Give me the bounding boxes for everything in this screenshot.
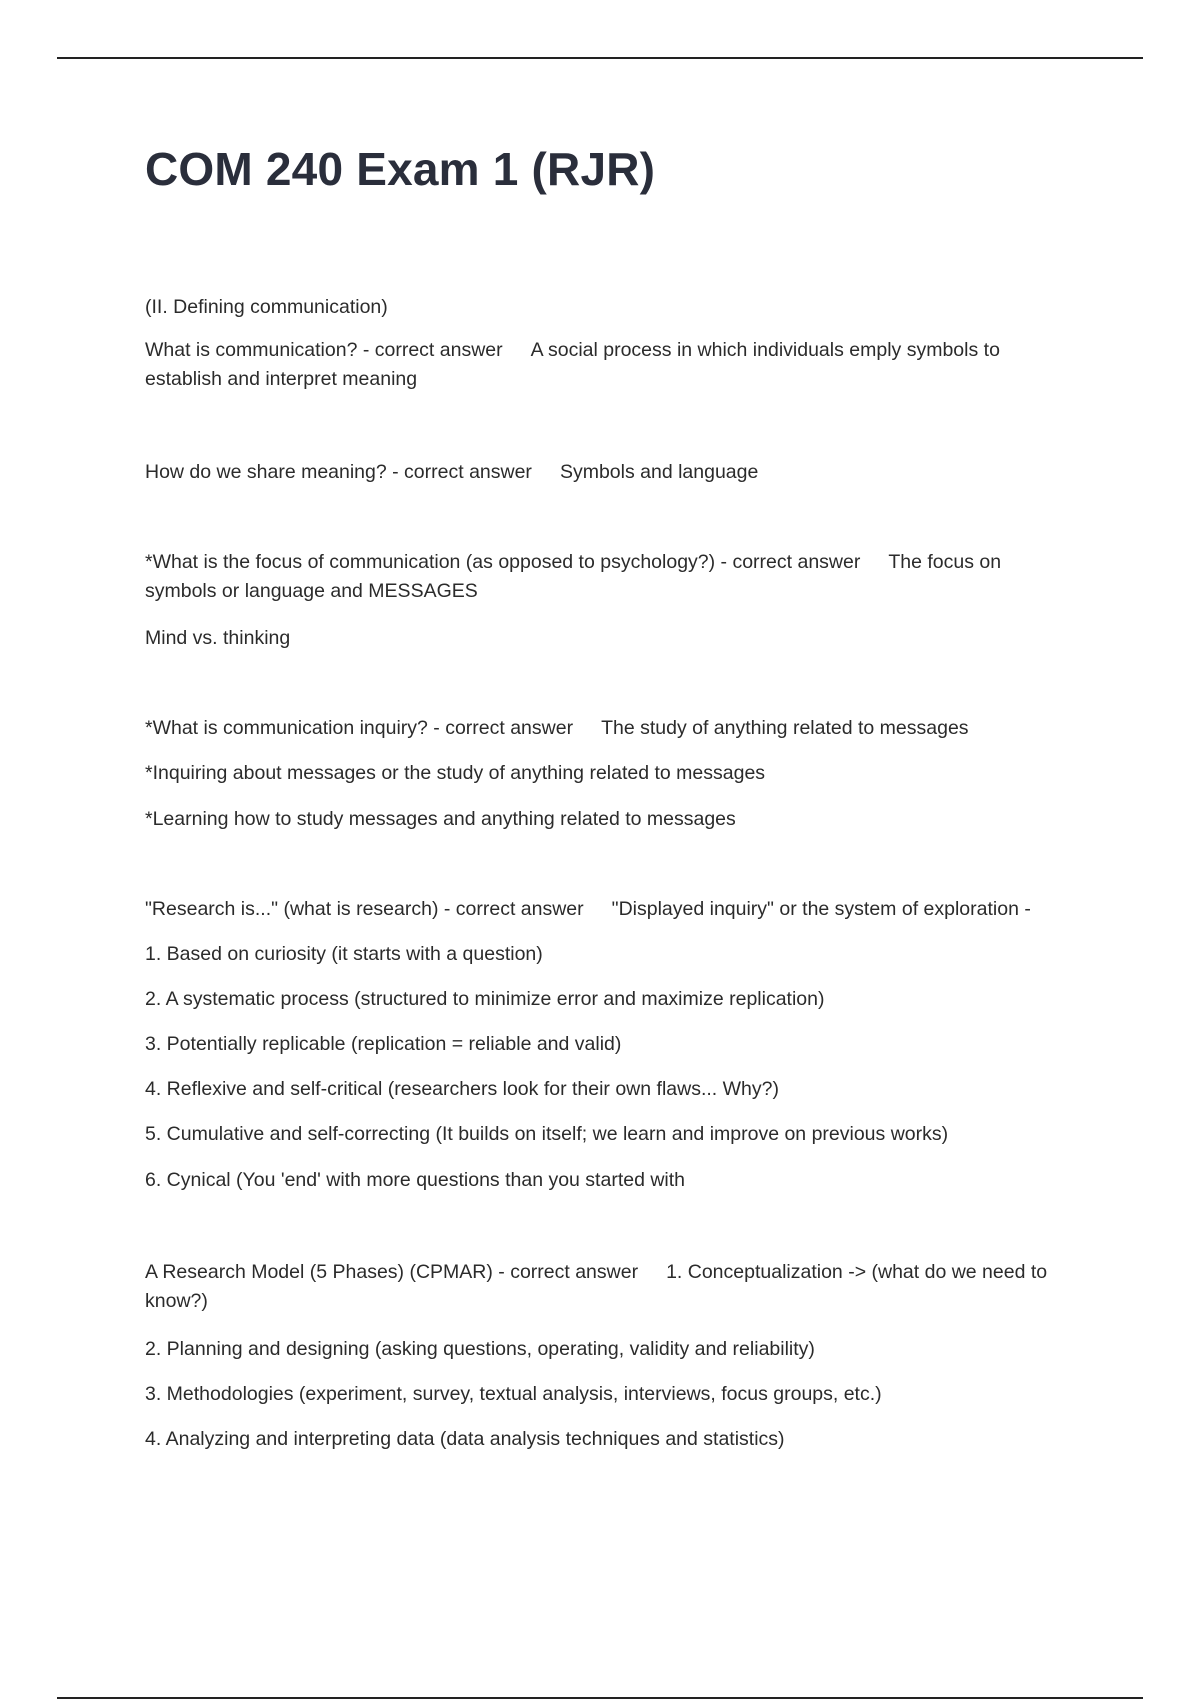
bottom-rule (57, 1697, 1143, 1699)
note-line: *Learning how to study messages and anything related to messages (145, 808, 736, 830)
list-item: 3. Potentially replicable (replication = reliable and valid) (145, 1033, 622, 1055)
list-item: 4. Reflexive and self-critical (researchers look for their own flaws... Why?) (145, 1078, 779, 1100)
question-text: How do we share meaning? - correct answer (145, 461, 532, 483)
list-item: 5. Cumulative and self-correcting (It builds on itself; we learn and improve on previous works) (145, 1123, 949, 1145)
qa-item-research (145, 895, 1105, 924)
qa-item-inquiry (145, 714, 1075, 743)
qa-item-focus (145, 548, 1075, 606)
list-item: 1. Based on curiosity (it starts with a question) (145, 943, 543, 965)
list-item: 2. A systematic process (structured to minimize error and maximize replication) (145, 988, 825, 1010)
qa-item-communication (145, 336, 1075, 394)
answer-text: 1. Conceptualization -> (what do we need to know?) (145, 1261, 1048, 1312)
question-text: *What is communication inquiry? - correct answer (145, 717, 574, 739)
top-rule (57, 57, 1143, 59)
list-item: 2. Planning and designing (asking questions, operating, validity and reliability) (145, 1338, 815, 1360)
question-text: What is communication? - correct answer (145, 339, 503, 361)
list-item: 3. Methodologies (experiment, survey, textual analysis, interviews, focus groups, etc.) (145, 1383, 882, 1405)
answer-text: Symbols and language (559, 461, 759, 483)
note-line: *Inquiring about messages or the study of anything related to messages (145, 762, 766, 784)
section-heading: (II. Defining communication) (145, 296, 388, 318)
qa-item-research-model (145, 1258, 1075, 1316)
note-line: Mind vs. thinking (145, 627, 291, 649)
question-text: "Research is..." (what is research) - correct answer (145, 898, 584, 920)
qa-item-share-meaning (145, 458, 1075, 487)
list-item: 6. Cynical (You 'end' with more questions than you started with (145, 1169, 686, 1191)
list-item: 4. Analyzing and interpreting data (data analysis techniques and statistics) (145, 1428, 785, 1450)
document-title: COM 240 Exam 1 (RJR) (145, 143, 656, 195)
question-text: *What is the focus of communication (as opposed to psychology?) - correct answer (145, 551, 861, 573)
answer-text: The study of anything related to messages (601, 717, 969, 739)
answer-text: "Displayed inquiry" or the system of exploration - (611, 898, 1031, 920)
question-text: A Research Model (5 Phases) (CPMAR) - correct answer (145, 1261, 639, 1283)
answer-text: The focus on symbols or language and MESSAGES (145, 551, 1002, 602)
answer-text: A social process in which individuals emply symbols to establish and interpret meaning (145, 339, 1000, 390)
